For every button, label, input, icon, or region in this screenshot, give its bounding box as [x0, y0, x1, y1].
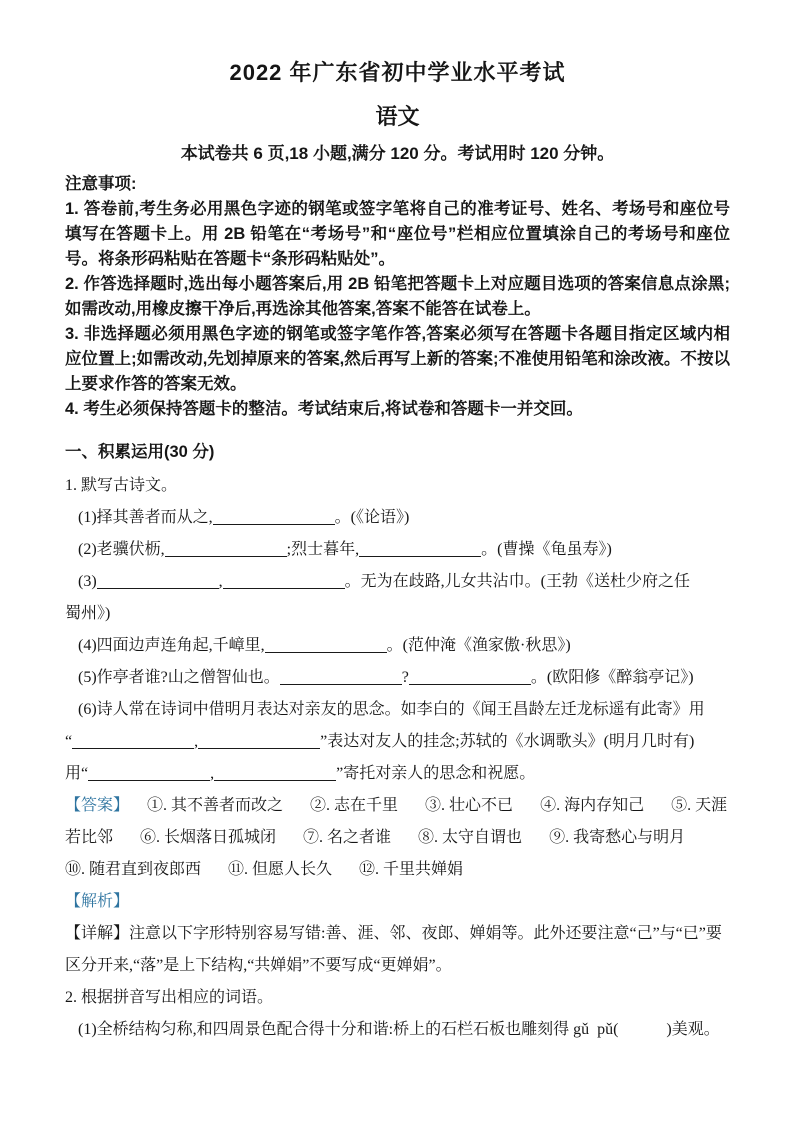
question-text: (1)全桥结构匀称,和四周景色配合得十分和谐:桥上的石栏石板也雕刻得 gǔ pǔ( )美观。 [78, 1021, 720, 1038]
notice-section [65, 172, 730, 422]
blank-underline [214, 763, 336, 781]
answer-item: ⑤. 天涯若比邻 [65, 797, 728, 846]
question-text: , [194, 733, 199, 750]
question-line [65, 630, 730, 662]
question-line [65, 694, 730, 726]
question-line [65, 726, 730, 758]
question-text: “ [65, 733, 73, 750]
question-text: 。(曹操《龟虽寿》) [481, 541, 612, 558]
blank-underline [265, 635, 387, 653]
answer-item: ⑩. 随君直到夜郎西 [65, 861, 202, 878]
blank-underline [97, 571, 219, 589]
detail-paragraph [65, 918, 730, 982]
question-text: ;烈士暮年, [286, 541, 360, 558]
question-text: , [218, 573, 223, 590]
question-line [65, 502, 730, 534]
answer-item: ⑦. 名之者谁 [303, 829, 392, 846]
notice-item: 4. 考生必须保持答题卡的整洁。考试结束后,将试卷和答题卡一并交回。 [65, 400, 583, 418]
exam-title: 2022 年广东省初中学业水平考试 [229, 60, 566, 85]
paper-header [65, 58, 730, 166]
blank-underline [72, 731, 194, 749]
question-line [65, 566, 730, 598]
answers-list [65, 797, 727, 878]
question-line [65, 534, 730, 566]
exam-subject: 语文 [375, 104, 420, 129]
question-text: 。(《论语》) [334, 509, 410, 526]
question-text: (3) [78, 573, 97, 590]
analysis-block [65, 886, 730, 918]
question-text: 蜀州》) [65, 605, 111, 622]
blank-underline [280, 667, 402, 685]
question-text: , [210, 765, 215, 782]
question-line [65, 662, 730, 694]
notice-heading: 注意事项: [65, 175, 137, 193]
question-2-lines [65, 1014, 730, 1046]
question-text: 用“ [65, 765, 89, 782]
blank-underline [409, 667, 531, 685]
section-1-heading: 一、积累运用(30 分) [65, 443, 215, 461]
answer-block [65, 790, 730, 886]
answer-item: ③. 壮心不已 [425, 797, 514, 814]
question-text: (2)老骥伏枥, [78, 541, 165, 558]
answer-item: ⑫. 千里共婵娟 [359, 861, 464, 878]
notice-list [65, 197, 730, 422]
question-line [65, 758, 730, 790]
notice-item: 1. 答卷前,考生务必用黑色字迹的钢笔或签字笔将自己的准考证号、姓名、考场号和座位号填写在答题卡上。用 2B 铅笔在“考场号”和“座位号”栏相应位置填涂自己的考场号和座位号。将条形码粘贴在答题卡“条形码粘贴处”。 [65, 200, 730, 268]
blank-underline [213, 507, 335, 525]
question-text: 。无为在歧路,儿女共沾巾。(王勃《送杜少府之任 [344, 573, 690, 590]
question-1-stem: 1. 默写古诗文。 [65, 477, 178, 494]
answer-item: ⑨. 我寄愁心与明月 [549, 829, 686, 846]
question-text: 。(欧阳修《醉翁亭记》) [530, 669, 694, 686]
question-line [65, 1014, 730, 1046]
answer-item: ①. 其不善者而改之 [147, 797, 284, 814]
question-text: 。(范仲淹《渔家傲·秋思》) [386, 637, 571, 654]
blank-underline [359, 539, 481, 557]
answer-item: ⑪. 但愿人长久 [228, 861, 333, 878]
question-text: ”寄托对亲人的思念和祝愿。 [336, 765, 536, 782]
answer-item: ⑧. 太守自谓也 [418, 829, 523, 846]
blank-underline [198, 731, 320, 749]
question-2-stem: 2. 根据拼音写出相应的词语。 [65, 989, 274, 1006]
notice-item: 2. 作答选择题时,选出每小题答案后,用 2B 铅笔把答题卡上对应题目选项的答案信息点涂黑;如需改动,用橡皮擦干净后,再选涂其他答案,答案不能答在试卷上。 [65, 275, 730, 318]
blank-underline [165, 539, 287, 557]
question-text: (6)诗人常在诗词中借明月表达对亲友的思念。如李白的《闻王昌龄左迁龙标遥有此寄》用 [78, 701, 705, 718]
question-text: ? [401, 669, 409, 686]
answer-label: 【答案】 [65, 797, 130, 814]
answer-item: ②. 志在千里 [310, 797, 399, 814]
answer-item: ⑥. 长烟落日孤城闭 [140, 829, 277, 846]
analysis-label: 【解析】 [65, 893, 130, 910]
question-text: (1)择其善者而从之, [78, 509, 213, 526]
question-text: (4)四面边声连角起,千嶂里, [78, 637, 265, 654]
question-text: ”表达对友人的挂念;苏轼的《水调歌头》(明月几时有) [320, 733, 695, 750]
answer-item: ④. 海内存知己 [540, 797, 645, 814]
blank-underline [223, 571, 345, 589]
question-line [65, 598, 730, 630]
detail-text: 注意以下字形特别容易写错:善、涯、邻、夜郎、婵娟等。此外还要注意“己”与“已”要区分开来,“落”是上下结构,“共婵娟”不要写成“更婵娟”。 [65, 925, 722, 974]
detail-label: 【详解】 [65, 925, 130, 942]
blank-underline [88, 763, 210, 781]
question-area [65, 438, 730, 1046]
question-text: (5)作亭者谁?山之僧智仙也。 [78, 669, 280, 686]
paper-info: 本试卷共 6 页,18 小题,满分 120 分。考试用时 120 分钟。 [180, 144, 615, 163]
notice-item: 3. 非选择题必须用黑色字迹的钢笔或签字笔作答,答案必须写在答题卡各题目指定区域内相应位置上;如需改动,先划掉原来的答案,然后再写上新的答案;不准使用铅笔和涂改液。不按以上要求作答的答案无效。 [65, 325, 730, 393]
question-1-lines [65, 502, 730, 790]
